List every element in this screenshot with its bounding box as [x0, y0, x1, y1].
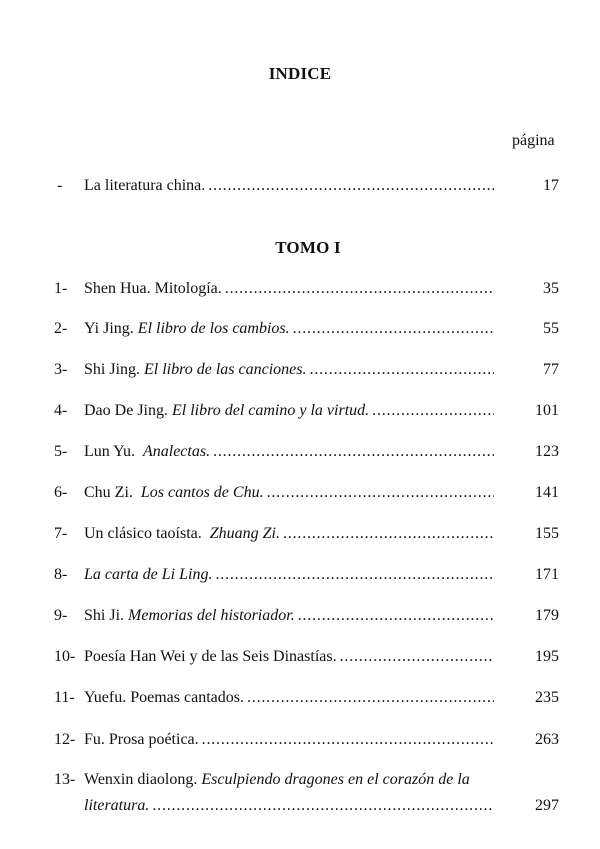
entry-page-number: 179	[535, 607, 559, 624]
entry-number: 9-	[54, 607, 68, 624]
entry-title: Un clásico taoísta.	[84, 525, 210, 542]
entry-title: Shen Hua. Mitología.	[84, 280, 222, 297]
toc-entry-9	[0, 607, 600, 629]
entry-line	[84, 484, 494, 502]
section-title: TOMO I	[275, 238, 341, 257]
entry-title: Yi Jing.	[84, 320, 138, 337]
entry-line	[84, 320, 494, 338]
dot-leader	[283, 525, 494, 543]
entry-number: 4-	[54, 402, 68, 419]
entry-number: 1-	[54, 280, 68, 297]
entry-line	[84, 280, 494, 298]
toc-entry-10	[0, 648, 600, 670]
entry-page-number: 77	[543, 361, 559, 378]
entry-title-italic: Analectas.	[142, 443, 211, 460]
entry-title: Yuefu. Poemas cantados.	[84, 689, 244, 706]
entry-page-number: 155	[535, 525, 559, 542]
entry-page-number: 35	[543, 280, 559, 297]
entry-title-italic: El libro de los cambios.	[137, 320, 290, 337]
entry-page-number: 263	[535, 731, 559, 748]
entry-page-number: 17	[543, 177, 559, 194]
entry-line	[84, 177, 494, 195]
entry-title: Lun Yu.	[84, 443, 143, 460]
dot-leader	[208, 177, 494, 195]
dot-leader	[225, 280, 494, 298]
entry-line	[84, 648, 494, 666]
dot-leader	[267, 484, 494, 502]
toc-entry-3	[0, 361, 600, 383]
entry-title: Shi Ji.	[84, 607, 129, 624]
entry-number: 12-	[54, 731, 76, 748]
dot-leader	[310, 361, 494, 379]
page-title: INDICE	[268, 64, 332, 83]
toc-entry-12	[0, 731, 600, 753]
entry-marker: -	[57, 177, 63, 194]
entry-page-number: 123	[535, 443, 559, 460]
dot-leader	[293, 320, 494, 338]
toc-entry-5	[0, 443, 600, 465]
entry-line	[84, 525, 494, 543]
dot-leader	[340, 648, 494, 666]
entry-line	[84, 566, 494, 584]
entry-page-number: 171	[535, 566, 559, 583]
entry-page-number: 195	[535, 648, 559, 665]
dot-leader	[298, 607, 494, 625]
dot-leader	[202, 731, 494, 749]
toc-entry-4	[0, 402, 600, 424]
entry-line	[84, 731, 494, 749]
entry-title: Fu. Prosa poética.	[84, 731, 199, 748]
dot-leader	[215, 566, 494, 584]
entry-number: 7-	[54, 525, 68, 542]
dot-leader	[247, 689, 494, 707]
entry-line	[84, 797, 494, 815]
entry-title: Shi Jing.	[84, 361, 145, 378]
entry-title: Poesía Han Wei y de las Seis Dinastías.	[84, 648, 337, 665]
entry-line	[84, 402, 494, 420]
entry-page-number: 141	[535, 484, 559, 501]
entry-number: 5-	[54, 443, 68, 460]
toc-entry-6	[0, 484, 600, 506]
entry-number: 13-	[54, 771, 76, 788]
entry-title: Dao De Jing.	[84, 402, 172, 419]
entry-line	[84, 607, 494, 625]
entry-line	[84, 443, 494, 461]
dot-leader	[372, 402, 494, 420]
page-column-label: página	[512, 132, 555, 149]
entry-number: 2-	[54, 320, 68, 337]
dot-leader	[213, 443, 494, 461]
toc-entry-8	[0, 566, 600, 588]
entry-page-number: 235	[535, 689, 559, 706]
dot-leader	[152, 797, 494, 815]
toc-entry-13	[0, 771, 600, 821]
entry-line	[84, 361, 494, 379]
toc-entry-1	[0, 280, 600, 302]
entry-title-italic: La carta de Li Ling.	[84, 566, 213, 583]
entry-line	[84, 689, 494, 707]
entry-title-italic: Zhuang Zi.	[209, 525, 280, 542]
toc-entry-7	[0, 525, 600, 547]
toc-entry-intro	[0, 177, 600, 199]
entry-number: 8-	[54, 566, 68, 583]
entry-title-italic: Memorias del historiador.	[128, 607, 295, 624]
entry-number: 6-	[54, 484, 68, 501]
entry-title: Chu Zi.	[84, 484, 141, 501]
entry-number: 11-	[54, 689, 75, 706]
toc-entry-2	[0, 320, 600, 342]
entry-title-italic: El libro del camino y la virtud.	[171, 402, 370, 419]
entry-page-number: 55	[543, 320, 559, 337]
entry-number: 3-	[54, 361, 68, 378]
toc-entry-11	[0, 689, 600, 711]
entry-page-number: 297	[535, 797, 559, 814]
entry-title: Wenxin diaolong.	[84, 771, 202, 788]
entry-title-italic: Esculpiendo dragones en el corazón de la	[201, 771, 470, 788]
entry-page-number: 101	[535, 402, 559, 419]
entry-title-italic: El libro de las canciones.	[144, 361, 307, 378]
entry-title-italic-continued: literatura.	[84, 797, 150, 814]
entry-title: La literatura china.	[84, 177, 206, 194]
entry-title-italic: Los cantos de Chu.	[140, 484, 264, 501]
entry-first-line	[84, 771, 470, 789]
entry-number: 10-	[54, 648, 76, 665]
